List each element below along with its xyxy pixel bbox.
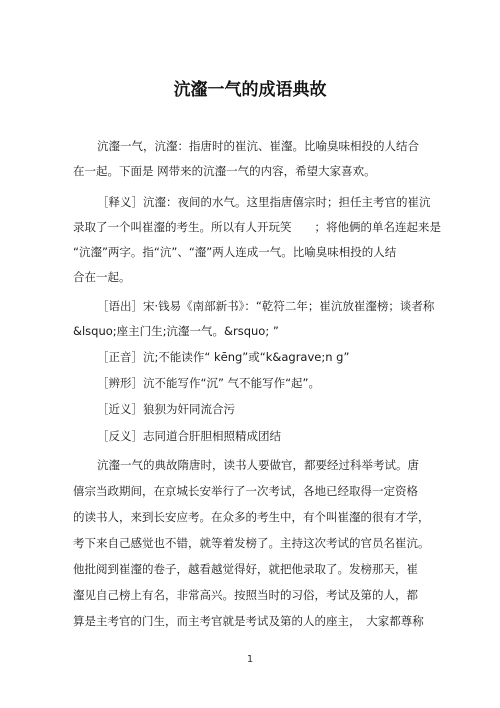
paragraph-line: “沆瀣”两字。指“沆”、“瀣”两人连成一气。比喻臭味相投的人结 (73, 245, 397, 259)
paragraph-line: 瀣见自己榜上有名，非常高兴。按照当时的习俗，考试及第的人，都 (73, 588, 418, 602)
paragraph-line: 沆瀣一气的典故隋唐时，读书人要做官，都要经过科举考试。唐 (97, 458, 419, 472)
paragraph-line: ［反义］志同道合肝胆相照精成团结 (97, 429, 281, 443)
paragraph-line: 沆瀣一气，沆瀣：指唐时的崔沆、崔瀣。比喻臭味相投的人结合 (97, 139, 419, 153)
paragraph-line: 僖宗当政期间，在京城长安举行了一次考试，各地已经取得一定资格 (73, 484, 418, 498)
paragraph-line: 考下来自己感觉也不错，就等着发榜了。主持这次考试的官员名崔沆。 (73, 536, 430, 550)
paragraph-line: 录取了一个叫崔瀣的考生。所以有人开玩笑 ；将他俩的单名连起来是 (73, 220, 441, 234)
paragraph-line: 算是主考官的门生，而主考官就是考试及第的人的座主， 大家都尊称 (73, 614, 424, 628)
page-number: 1 (246, 654, 254, 665)
paragraph-line: &lsquo;座主门生;沆瀣一气。&rsquo; ” (73, 324, 279, 338)
paragraph-line: ［释义］沆瀣：夜间的水气。这里指唐僖宗时；担任主考官的崔沆 (97, 195, 431, 209)
paragraph-line: 的读书人，来到长安应考。在众多的考生中，有个叫崔瀣的很有才学， (73, 510, 430, 524)
paragraph-line: 合在一起。 (73, 270, 131, 284)
paragraph-line: ［近义］狼狈为奸同流合污 (97, 402, 235, 416)
paragraph-line: 他批阅到崔瀣的卷子，越看越觉得好，就把他录取了。发榜那天，崔 (73, 562, 418, 576)
paragraph-line: 在一起。下面是 网带来的沆瀣一气的内容，希望大家喜欢。 (73, 164, 376, 178)
paragraph-line: ［语出］宋·钱易《南部新书》：“乾符二年；崔沆放崔瀣榜；谈者称 (97, 299, 435, 313)
document-title: 沆瀣一气的成语典故 (173, 80, 327, 100)
paragraph-line: ［辨形］沆不能写作“沉” 气不能写作“起”。 (97, 376, 320, 390)
paragraph-line: ［正音］沆;不能读作“ kēng”或“k&agrave;n g” (97, 350, 350, 364)
